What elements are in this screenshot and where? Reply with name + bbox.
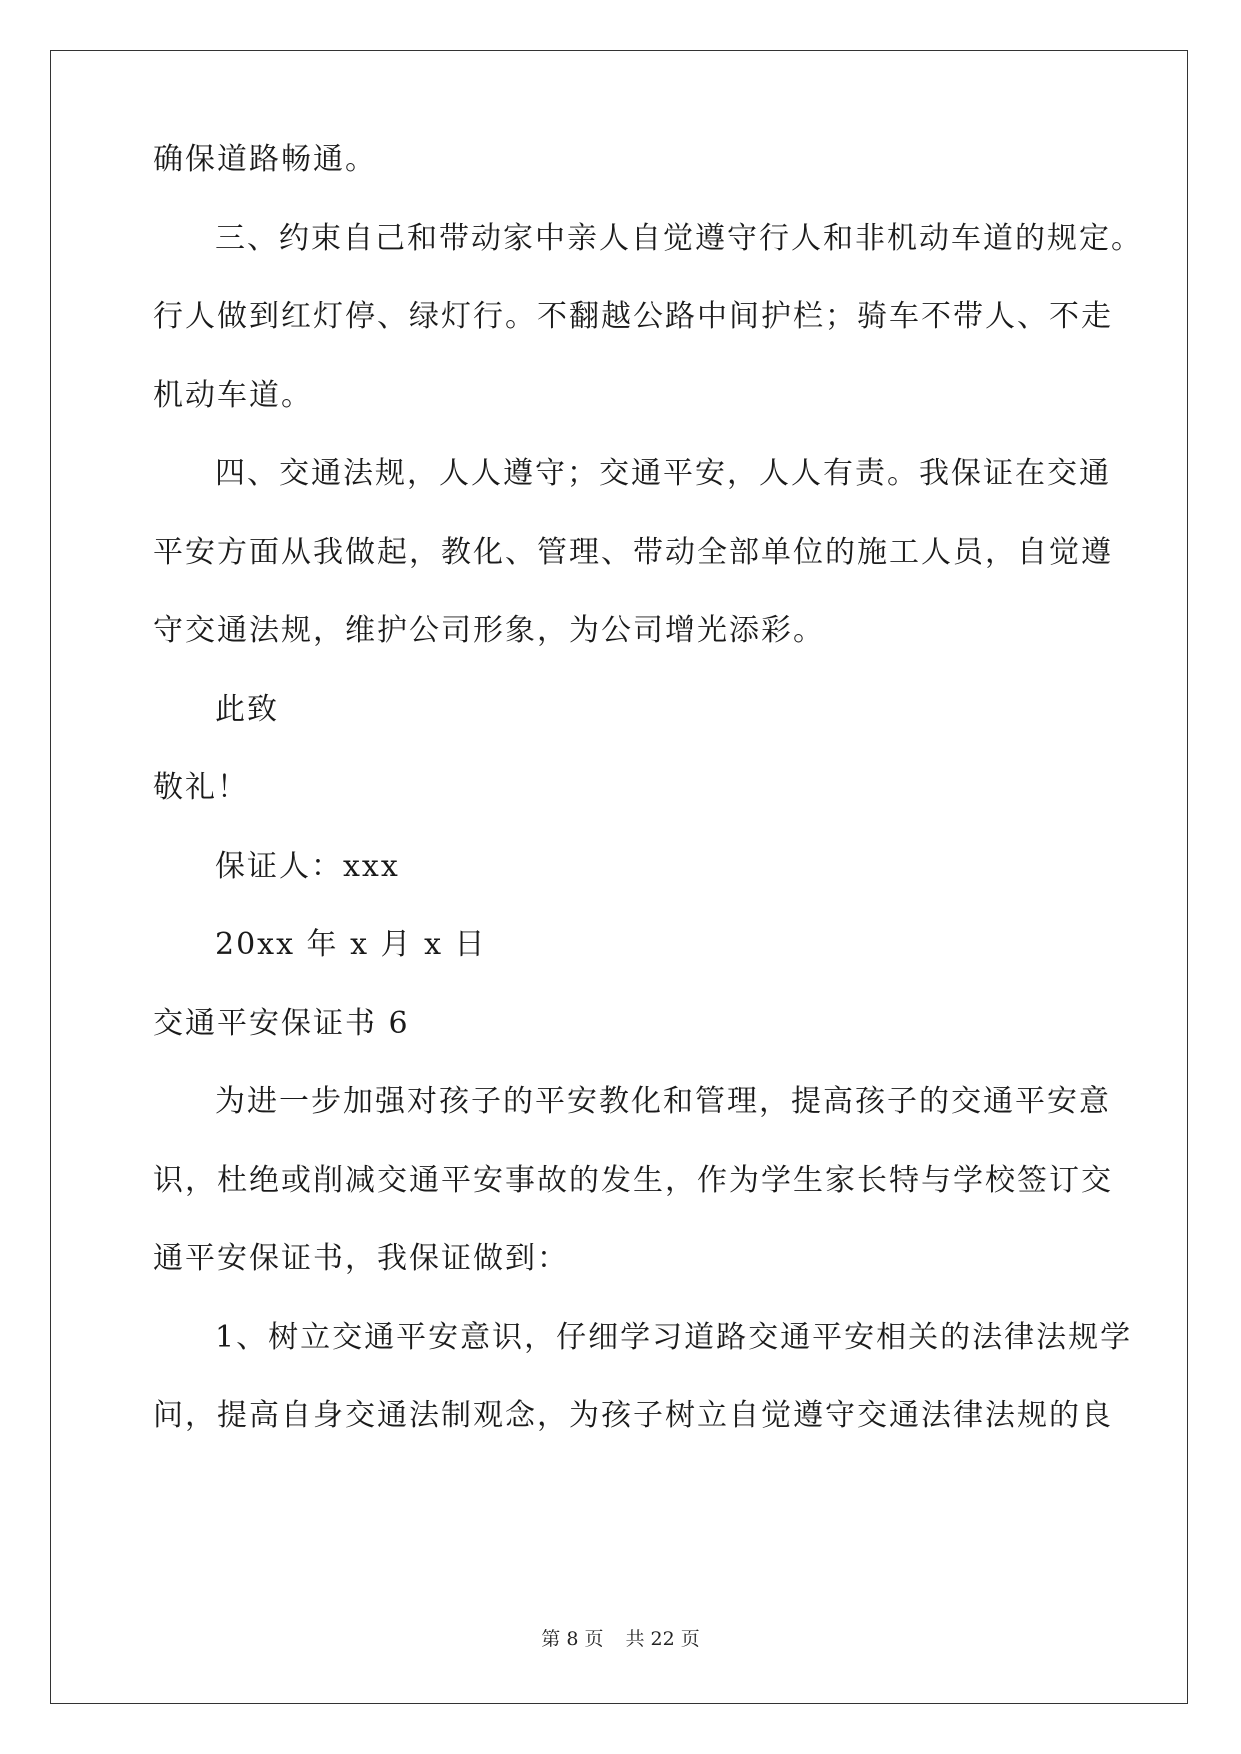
date: 20xx 年 x 月 x 日 <box>215 927 487 962</box>
text-line: 确保道路畅通。 <box>153 142 377 177</box>
text-line: 机动车道。 <box>153 378 313 413</box>
closing: 敬礼！ <box>153 770 249 805</box>
guarantor: 保证人：xxx <box>215 849 400 884</box>
text-line: 守交通法规，维护公司形象，为公司增光添彩。 <box>153 613 825 648</box>
text-line: 问，提高自身交通法制观念，为孩子树立自觉遵守交通法律法规的良 <box>153 1398 1113 1433</box>
text-line: 四、交通法规，人人遵守；交通平安，人人有责。我保证在交通 <box>215 456 1111 491</box>
text-line: 为进一步加强对孩子的平安教化和管理，提高孩子的交通平安意 <box>215 1084 1111 1119</box>
text-line: 行人做到红灯停、绿灯行。不翻越公路中间护栏；骑车不带人、不走 <box>153 299 1113 334</box>
page-total: 共 22 页 <box>625 1628 700 1650</box>
text-line: 三、约束自己和带动家中亲人自觉遵守行人和非机动车道的规定。 <box>215 221 1143 256</box>
section-title: 交通平安保证书 6 <box>153 1006 410 1041</box>
text-line: 识，杜绝或削减交通平安事故的发生，作为学生家长特与学校签订交 <box>153 1163 1113 1198</box>
text-line: 通平安保证书，我保证做到： <box>153 1241 569 1276</box>
page-number: 第 8 页 <box>541 1628 604 1650</box>
salutation: 此致 <box>215 692 279 727</box>
text-line: 平安方面从我做起，教化、管理、带动全部单位的施工人员，自觉遵 <box>153 535 1113 570</box>
page-footer <box>0 1624 1241 1651</box>
text-line: 1、树立交通平安意识，仔细学习道路交通平安相关的法律法规学 <box>215 1320 1133 1355</box>
